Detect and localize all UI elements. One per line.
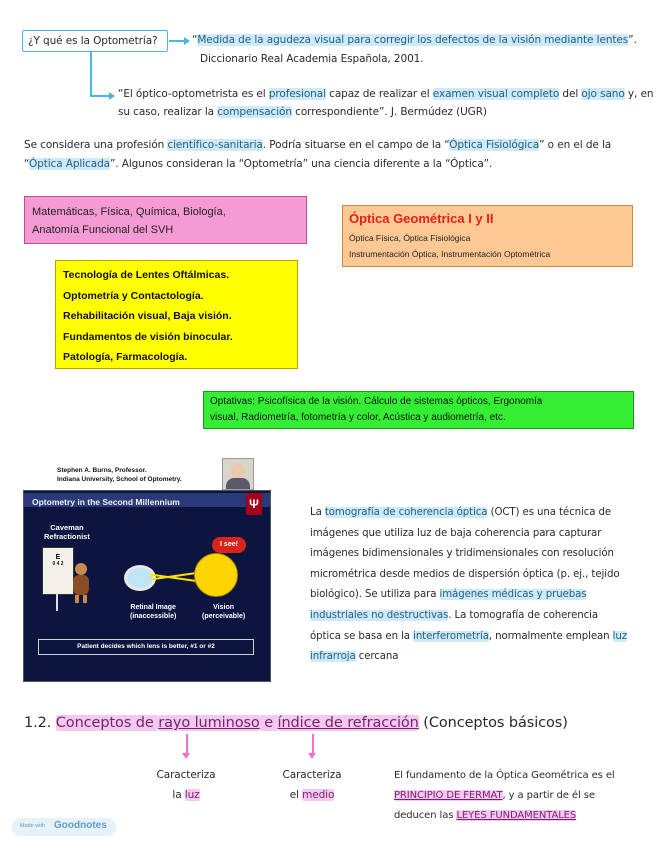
eye-chart-e: E [55,554,61,561]
fermat-line-2 [394,786,615,806]
slide-title: Optometry in the Second Millennium [32,497,180,507]
core-item-5: Patología, Farmacología. [63,351,188,363]
author-photo [222,458,254,490]
def2-part-c: del [559,88,582,100]
c2-b: el [289,789,303,801]
oct-l1-b: (OCT) es una técnica de [487,507,612,518]
arrow-line-2v [90,52,92,96]
iu-logo-icon: Ψ [246,493,262,515]
arrow-line-2h [90,95,110,97]
eye-chart-sub: 0 4 2 [52,561,64,567]
definition-bermudez [118,86,653,103]
electives-line-2: visual, Radiometría, fotometría y color, Acústica y audiometría, etc. [210,412,506,423]
def2-part-f: correspondiente”. J. Bermúdez (UGR) [291,106,487,118]
fermat-c: deducen las [394,810,457,821]
pink-arrow-2-line [312,734,314,754]
slide-author-name: Stephen A. Burns, Professor. [57,467,147,474]
oct-line-7 [310,627,627,648]
oct-l8-b: cercana [355,651,399,663]
oct-l7-b: , normalmente emplean [488,630,613,642]
def2-part-e: su caso, realizar la [118,106,218,118]
oct-hl-infrarroja: infrarroja [310,651,356,663]
oct-line-1 [310,503,627,524]
intro-b: . Podría situarse en el campo de la “ [262,139,450,151]
oct-hl-interferometria: interferometría [413,630,489,642]
def2-part-b: capaz de realizar el [325,88,433,100]
c2-line-1: Caracteriza [282,769,342,781]
electives-box [203,391,634,429]
section-number: 1.2. [24,715,56,731]
subjects-core-box [55,260,298,369]
section-rest: (Conceptos básicos) [418,715,568,731]
isee-text: I see! [220,541,238,548]
definition-source [200,51,423,68]
intro-a: Se considera una profesión [24,139,168,151]
oct-line-8 [310,647,627,668]
def1-source-text: Diccionario Real Academia Española, 2001. [200,53,424,65]
intro-line-1 [24,137,611,154]
vision-line-2: (perceivable) [202,613,246,620]
optics-line-2: Instrumentación Óptica, Instrumentación Optométrica [349,249,551,259]
retinal-line-2: (inaccessible) [130,613,177,620]
oct-line-6 [310,606,627,627]
core-item-3: Rehabilitación visual, Baja visión. [63,310,232,322]
def1-highlight: Medida de la agudeza visual para corregir los defectos de la visión mediante lentes [197,34,629,46]
characterizes-medium [276,765,348,805]
optics-title: Óptica Geométrica I y II [349,211,494,226]
slide-footer [38,639,254,655]
intro-line-2 [24,156,492,173]
oct-paragraph [310,503,627,668]
oct-line-5 [310,585,627,606]
oct-line-2: imágenes que utiliza luz de baja coherencia para capturar [310,527,602,539]
fermat-hl-leyes: LEYES FUNDAMENTALES [456,810,577,821]
optics-line-1: Óptica Física, Óptica Fisiológica [349,233,471,243]
intro-d: “ [24,158,29,170]
def2-part-a: “El óptico-optometrista es el [118,88,269,100]
isee-bubble [212,537,246,553]
oct-line-4: micrométrica desde medios de dispersión óptica (p. ej., tejido [310,568,620,580]
oct-hl-imagenes: imágenes médicas y pruebas [439,589,587,601]
fermat-b: , y a partir de él se [502,790,595,801]
slide-image [23,490,271,682]
def2-hl-ojo-sano: ojo sano [581,88,625,100]
pink-line-2: Anatomía Funcional del SVH [32,224,174,236]
retinal-line-1: Retinal Image [130,604,176,611]
def1-close: ”. [628,34,637,46]
made-with-text: Made with [20,823,46,829]
subjects-basic-box [24,196,307,244]
question-box [22,30,168,52]
pink-arrow-1-line [186,734,188,754]
c1-line-2 [150,785,222,805]
c1-b: la [172,789,185,801]
oct-l6-b: . La tomografía de coherencia [448,609,599,621]
caveman-label [44,523,90,541]
chart-pole [56,593,58,611]
core-item-4: Fundamentos de visión binocular. [63,330,233,343]
fermat-line-1: El fundamento de la Óptica Geométrica es el [394,770,615,781]
oct-hl-tomografia: tomografía de coherencia óptica [324,507,488,518]
caveman-line-1: Caveman [50,523,84,532]
characterizes-light [150,765,222,805]
c1-line-1: Caracteriza [156,769,216,781]
pink-line-1: Matemáticas, Física, Química, Biología, [32,206,226,218]
vision-line-1: Vision [213,604,235,611]
def2-hl-examen: examen visual completo [432,88,560,100]
def2-part-d: y, en [624,88,654,100]
definition-rae [192,32,637,49]
goodnotes-brand: Goodnotes [54,820,107,831]
arrow-head-2 [109,92,115,100]
section-hl-e: e [259,715,278,731]
intro-hl-aplicada: Óptica Aplicada [28,158,110,170]
oct-line-3: imágenes bidimensionales y tridimensionales con resolución [310,548,614,560]
eye-icon [194,553,238,597]
slide-footer-text: Patient decides which lens is better, #1 or #2 [77,643,215,650]
fermat-line-3 [394,806,615,826]
def2-hl-profesional: profesional [268,88,326,100]
slide-author-affiliation: Indiana University, School of Optometry. [57,476,182,483]
optics-box [342,205,633,267]
retinal-label [130,603,176,621]
oct-hl-industriales: industriales no destructivas [310,609,449,621]
goodnotes-badge [12,818,116,836]
core-item-1: Tecnología de Lentes Oftálmicas. [63,269,230,281]
intro-hl-cientifico: científico-sanitaria [167,139,263,151]
oct-hl-luz: luz [612,630,628,642]
electives-line-1: Optativas: Psicofísica de la visión. Cálculo de sistemas ópticos, Ergonomía [210,396,543,407]
section-heading [24,712,568,734]
slide-author [57,466,182,484]
section-hl-conceptos: Conceptos de [55,715,159,731]
pink-arrow-2-head [308,753,316,759]
c2-line-2 [276,785,348,805]
fermat-hl-principio: PRINCIPIO DE FERMAT [394,790,503,801]
section-hl-rayo: rayo luminoso [158,715,260,731]
intro-c: ” o en el de la [539,139,612,151]
question-text: ¿Y qué es la Optometría? [28,35,158,47]
core-item-2: Optometría y Contactología. [63,289,204,302]
arrow-line-1 [169,40,185,42]
caveman-line-2: Refractionist [44,532,90,541]
oct-l5-a: biológico). Se utiliza para [310,589,440,601]
caveman-figure-icon [70,563,92,603]
c1-hl-luz: luz [184,789,200,801]
vision-label [202,603,245,621]
intro-hl-fisiologica: Óptica Fisiológica [449,139,540,151]
definition-bermudez-2 [118,104,487,121]
def1-open-quote: “ [192,34,198,46]
oct-l1-a: La [310,507,325,518]
def2-hl-compensacion: compensación [217,106,292,118]
arrow-head-1 [184,37,190,45]
c2-hl-medio: medio [302,789,335,801]
fermat-paragraph [394,766,615,826]
oct-l7-a: óptica se basa en la [310,630,414,642]
section-hl-indice: índice de refracción [277,715,419,731]
intro-e: ”. Algunos consideran la “Optometría” una ciencia diferente a la “Óptica”. [109,158,493,170]
pink-arrow-1-head [182,753,190,759]
